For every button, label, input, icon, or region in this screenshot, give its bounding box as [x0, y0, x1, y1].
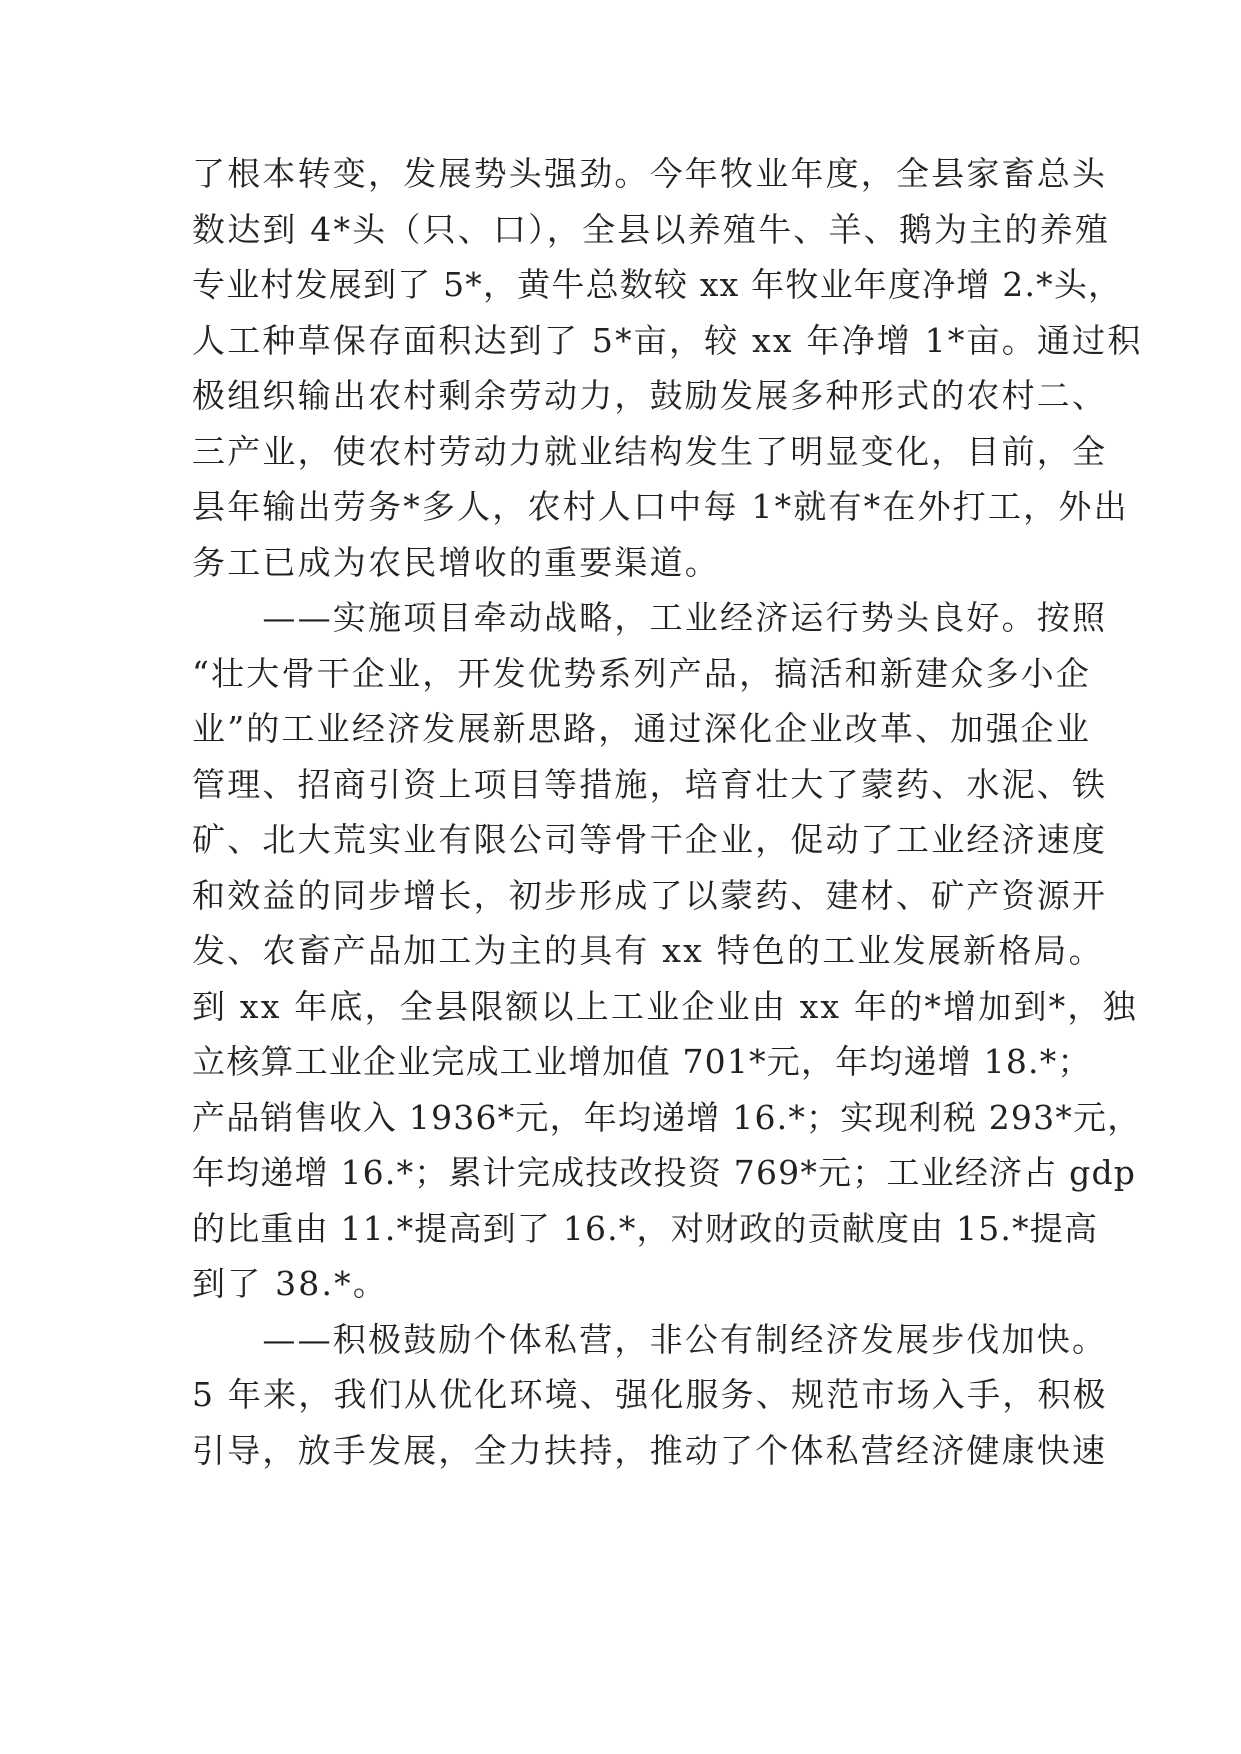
- text-line: 人工种草保存面积达到了 5*亩，较 xx 年净增 1*亩。通过积: [192, 320, 1143, 360]
- body-text: [192, 146, 1143, 1478]
- text-line: 发、农畜产品加工为主的具有 xx 特色的工业发展新格局。: [192, 931, 1104, 970]
- text-line: 数达到 4*头（只、口），全县以养殖牛、羊、鹅为主的养殖: [192, 209, 1111, 249]
- text-line: 务工已成为农民增收的重要渠道。: [192, 542, 720, 582]
- text-line: 立核算工业企业完成工业增加值 701*元，年均递增 18.*；: [192, 1042, 1092, 1081]
- section-heading-line: ——积极鼓励个体私营，非公有制经济发展步伐加快。: [192, 1319, 1108, 1359]
- text-line: “壮大骨干企业，开发优势系列产品，搞活和新建众多小企: [192, 653, 1092, 693]
- text-line: 了根本转变，发展势头强劲。今年牧业年度，全县家畜总头: [192, 154, 1108, 193]
- section-heading-line: ——实施项目牵动战略，工业经济运行势头良好。按照: [192, 598, 1108, 637]
- text-line: 业”的工业经济发展新思路，通过深化企业改革、加强企业: [192, 709, 1092, 748]
- text-line: 矿、北大荒实业有限公司等骨干企业，促动了工业经济速度: [192, 820, 1108, 859]
- text-line: 到 xx 年底，全县限额以上工业企业由 xx 年的*增加到*，独: [192, 986, 1138, 1026]
- text-line: 极组织输出农村剩余劳动力，鼓励发展多种形式的农村二、: [192, 376, 1108, 415]
- text-line: 产品销售收入 1936*元，年均递增 16.*；实现利税 293*元，: [192, 1097, 1142, 1137]
- text-line: 县年输出劳务*多人，农村人口中每 1*就有*在外打工，外出: [192, 487, 1129, 526]
- text-line: 年均递增 16.*；累计完成技改投资 769*元；工业经济占 gdp: [192, 1153, 1137, 1192]
- text-line: 引导，放手发展，全力扶持，推动了个体私营经济健康快速: [192, 1430, 1108, 1470]
- text-line: 和效益的同步增长，初步形成了以蒙药、建材、矿产资源开: [192, 875, 1108, 915]
- text-line: 管理、招商引资上项目等措施，培育壮大了蒙药、水泥、铁: [192, 764, 1108, 804]
- text-line: 5 年来，我们从优化环境、强化服务、规范市场入手，积极: [192, 1375, 1108, 1414]
- text-line: 的比重由 11.*提高到了 16.*，对财政的贡献度由 15.*提高: [192, 1208, 1099, 1248]
- text-line: 到了 38.*。: [192, 1264, 389, 1303]
- text-line: 专业村发展到了 5*，黄牛总数较 xx 年牧业年度净增 2.*头，: [192, 265, 1123, 304]
- text-line: 三产业，使农村劳动力就业结构发生了明显变化，目前，全: [192, 431, 1108, 471]
